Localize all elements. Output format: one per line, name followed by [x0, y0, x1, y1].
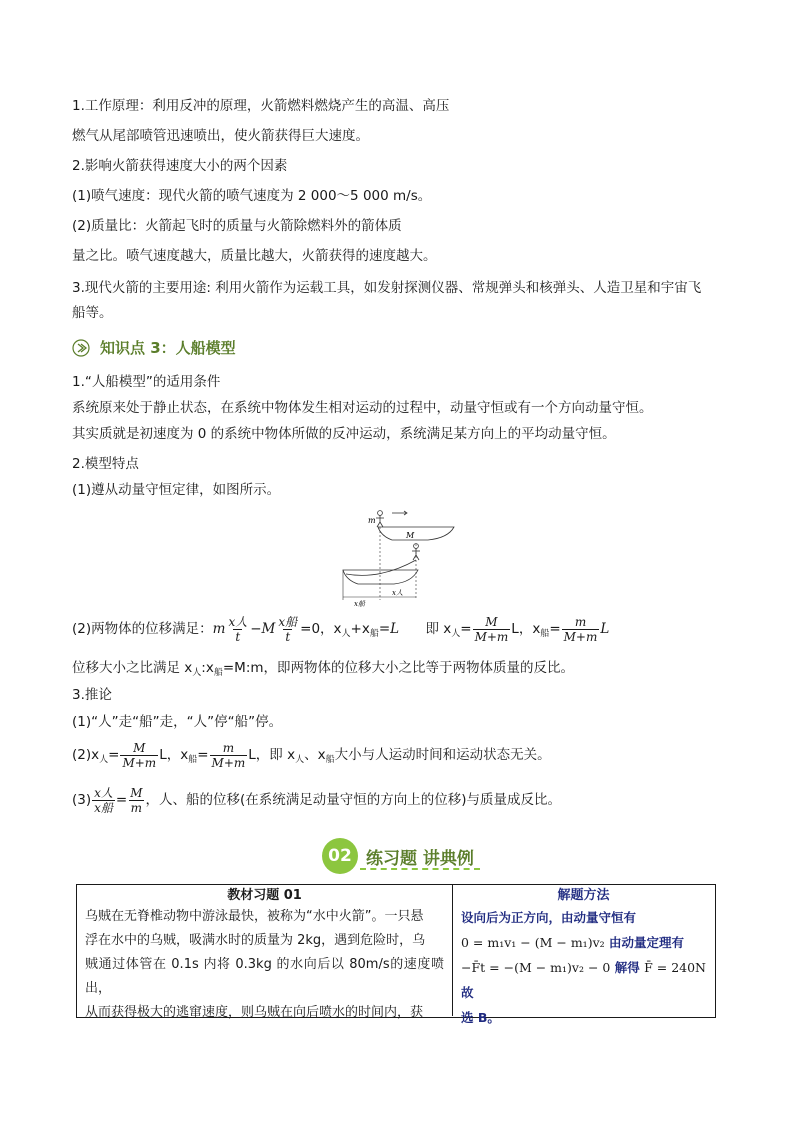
para-working-principle-1: 1.工作原理：利用反冲的原理，火箭燃料燃烧产生的高温、高压: [72, 98, 450, 114]
kp-corollary-1: (1)“人”走“船”走，“人”停“船”停。: [72, 714, 283, 730]
kp-model-heading: 2.模型特点: [72, 456, 139, 472]
man-boat-diagram: [336, 504, 462, 608]
boat-top: [378, 527, 454, 540]
para-factors-heading: 2.影响火箭获得速度大小的两个因素: [72, 158, 288, 174]
para-mass-ratio-1: (2)质量比：火箭起飞时的质量与火箭除燃料外的箭体质: [72, 218, 402, 234]
kp-condition-heading: 1.“人船模型”的适用条件: [72, 374, 221, 390]
example-solution-text: 设向后为正方向，由动量守恒有 0 = m₁v₁ − (M − m₁)v₂ 由动量定理有 −F̄t = −(M − m₁)v₂ − 0 解得 F̄ = 240N 故 选 B。: [461, 910, 706, 1025]
x-man-label: x人: [392, 589, 403, 597]
frac-m-over-Mm: $\frac{m}{M+m}$: [563, 614, 598, 644]
knowledge-point-title: 知识点 3：人船模型: [100, 339, 236, 357]
frac-M-over-Mm: $\frac{M}{M+m}$: [474, 614, 509, 644]
kp-displacement-equation: (2)两物体的位移满足：m $\frac{\text{x人}}{t}$ −M $\frac{\text{x船}}{t}$ =0，$x_人+x_船=L$ 即 $x_人=$ $\frac{M}{M+m}$ L，$x_船=$ $\frac{m}{M+m}$ L: [72, 614, 610, 644]
mass-M-label: M: [406, 531, 415, 540]
para-working-principle-2: 燃气从尾部喷管迅速喷出，使火箭获得巨大速度。: [72, 128, 369, 144]
kp-corollary-heading: 3.推论: [72, 687, 112, 703]
example-question-cell: [77, 885, 453, 1020]
kp-condition-text-2: 其实质就是初速度为 0 的系统中物体所做的反冲运动，系统满足某方向上的平均动量守恒。: [72, 426, 616, 442]
boat-bottom: [343, 570, 418, 584]
example-table: [76, 884, 716, 1025]
kp-ratio-text: 位移大小之比满足 $x_人:x_船=M:m$，即两物体的位移大小之比等于两物体质量的反比。: [72, 660, 575, 678]
section-02-underline: [360, 868, 480, 870]
example-question-heading: 教材习题 01: [227, 888, 302, 903]
example-question-text: 乌贼在无脊椎动物中游泳最快，被称为“水中火箭”。一只悬 浮在水中的乌贼，吸满水时的质量为 2kg，遇到危险时，乌 贼通过体管在 0.1s 内将 0.3kg 的水向后以 80m/s的速度喷出， 从而获得极大的逃窜速度，则乌贼在向后喷水的时间内，获: [85, 909, 444, 1020]
example-solution-heading: 解题方法: [557, 888, 610, 903]
kp-model-text-1: (1)遵从动量守恒定律，如图所示。: [72, 482, 281, 498]
para-uses-2: 船等。: [72, 305, 113, 321]
example-solution-cell: [453, 885, 714, 1025]
mass-m-label: m: [368, 516, 376, 525]
kp-corollary-3: (3) $\frac{\text{x人}}{\text{x船}}$ = $\frac{M}{m}$ ，人、船的位移(在系统满足动量守恒的方向上的位移)与质量成反比。: [72, 785, 562, 815]
arrow-circle-icon: [72, 339, 90, 357]
section-02-title: 练习题 讲典例: [366, 848, 474, 869]
person-top: [376, 511, 384, 527]
kp-corollary-2: $(2)x_人=$ $\frac{M}{M+m}$ L，$x_船=$ $\frac{m}{M+m}$ L，即 $x_人$、$x_船$大小与人运动时间和运动状态无关。: [72, 740, 551, 770]
para-jet-speed: (1)喷气速度：现代火箭的喷气速度为 2 000～5 000 m/s。: [72, 188, 432, 204]
section-number-badge: 02: [322, 838, 358, 874]
kp-condition-text-1: 系统原来处于静止状态，在系统中物体发生相对运动的过程中，动量守恒或有一个方向动量守恒。: [72, 400, 653, 416]
x-boat-label: x船: [354, 600, 365, 608]
frac-xren-over-t: $\frac{\text{x人}}{t}$: [228, 614, 248, 644]
para-mass-ratio-2: 量之比。喷气速度越大，质量比越大，火箭获得的速度越大。: [72, 248, 437, 264]
frac-xchuan-over-t: $\frac{\text{x船}}{t}$: [278, 614, 298, 644]
para-uses-1: 3.现代火箭的主要用途: 利用火箭作为运载工具，如发射探测仪器、常规弹头和核弹头、人造卫星和宇宙飞: [72, 280, 702, 296]
knowledge-point-heading: [72, 337, 236, 358]
